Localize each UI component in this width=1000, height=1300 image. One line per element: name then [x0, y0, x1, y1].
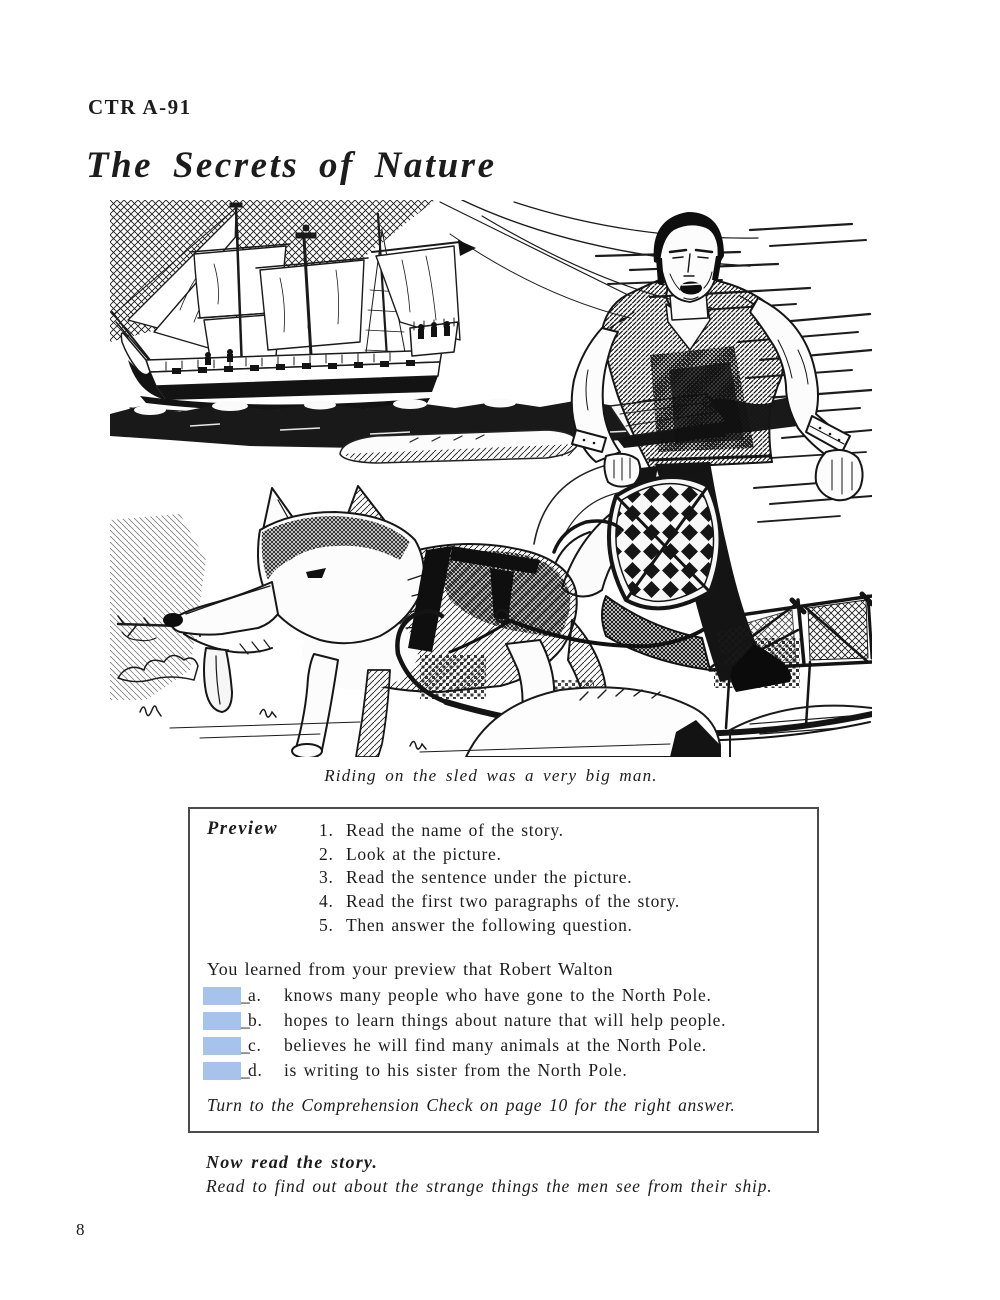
- story-title: The Secrets of Nature: [86, 145, 497, 186]
- picture-caption: Riding on the sled was a very big man.: [324, 766, 658, 785]
- option-letter: d.: [248, 1060, 263, 1080]
- option-text: hopes to learn things about nature that will help people.: [284, 1010, 727, 1030]
- preview-box: [188, 807, 819, 1133]
- preview-step: 3. Read the sentence under the picture.: [319, 867, 633, 888]
- preview-step: 4. Read the first two paragraphs of the story.: [319, 891, 680, 912]
- answer-option-a: _ a. knows many people who have gone to the North Pole.: [203, 983, 726, 1008]
- answer-blank-highlight[interactable]: [203, 987, 241, 1005]
- lesson-code: CTR A-91: [88, 95, 192, 119]
- option-text: knows many people who have gone to the North Pole.: [284, 985, 712, 1005]
- option-letter: a.: [248, 985, 262, 1005]
- answer-blank-highlight[interactable]: [203, 1037, 241, 1055]
- story-illustration: [110, 200, 872, 757]
- option-text: believes he will find many animals at the North Pole.: [284, 1035, 707, 1055]
- preview-step: 2. Look at the picture.: [319, 843, 502, 864]
- preview-step: 5. Then answer the following question.: [319, 914, 633, 935]
- answer-blank-highlight[interactable]: [203, 1062, 241, 1080]
- answer-option-c: _ c. believes he will find many animals at the North Pole.: [203, 1033, 726, 1058]
- answer-blank-highlight[interactable]: [203, 1012, 241, 1030]
- read-hint: Read to find out about the strange things the men see from their ship.: [206, 1176, 773, 1196]
- preview-steps: [319, 819, 680, 938]
- turn-note: Turn to the Comprehension Check on page 10 for the right answer.: [207, 1095, 736, 1115]
- page-number: 8: [76, 1220, 85, 1239]
- foreground-snow: [140, 687, 872, 757]
- preview-step: 1. Read the name of the story.: [319, 820, 564, 840]
- option-letter: c.: [248, 1035, 262, 1055]
- answer-options: [203, 983, 726, 1083]
- question-text: You learned from your preview that Robert Walton: [207, 959, 614, 979]
- now-read-instruction: Now read the story.: [206, 1152, 379, 1172]
- answer-option-d: _ d. is writing to his sister from the North Pole.: [203, 1058, 726, 1083]
- option-text: is writing to his sister from the North Pole.: [284, 1060, 628, 1080]
- answer-option-b: _ b. hopes to learn things about nature that will help people.: [203, 1008, 726, 1033]
- snowshoe: [609, 477, 721, 608]
- preview-label: Preview: [207, 819, 279, 839]
- option-letter: b.: [248, 1010, 263, 1030]
